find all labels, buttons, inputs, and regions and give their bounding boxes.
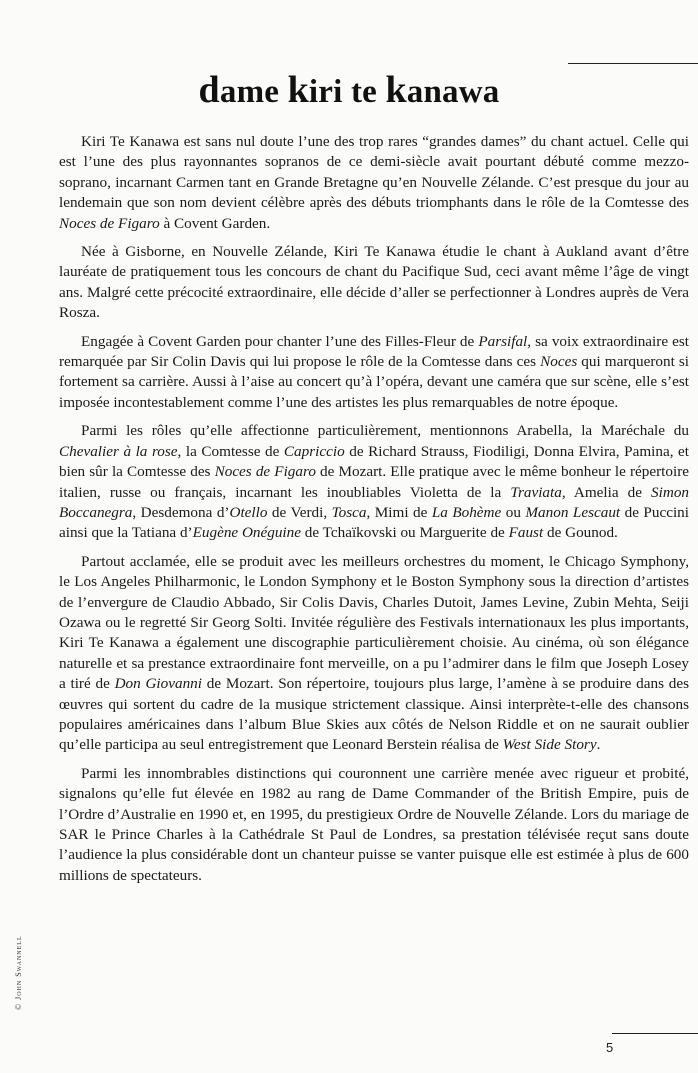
text-run: , Mimi de [366,503,432,521]
text-run: de Puccini ainsi que la Tatiana d’ [59,503,689,542]
work-title: Traviata [510,483,562,501]
text-run: . [596,736,601,754]
text-run: de Richard Strauss, Fiodiligi, Donna Elvira, Pamina, et bien sûr la Comtesse des [59,442,690,481]
work-title: Parsifal [478,332,528,350]
text-run: ou [501,503,526,521]
page-title [0,68,698,112]
text-run: , sa voix extraordinaire est remarquée par Sir Colin Davis qui lui propose le rôle de la Comtesse dans ces [59,332,689,371]
work-title: Noces [540,353,578,371]
photo-credit: © John Swannell [14,935,23,1010]
paragraph-5 [59,552,689,756]
work-title: La Bohème [431,503,502,521]
text-run: de Gounod. [543,524,618,542]
paragraph-3 [59,332,689,414]
text-run: de Mozart. Son répertoire, toujours plus large, l’amène à se produire dans des œuvres qui sortent du cadre de la musique strictement classique. Ainsi interprète-t-elle des chansons populaires américaines dans l’album Blue Skies aux côtés de Nelson Riddle et on ne saurait oublier qu’elle participa au seul entregistrement que Leonard Berstein réalisa de [59,675,689,754]
title-part: iri te [308,74,386,110]
work-title: Simon Boccanegra [59,483,689,521]
text-run: , Amelia de [561,483,652,501]
title-part: anawa [406,74,500,110]
paragraph-4 [59,421,689,543]
page-number: 5 [606,1040,614,1055]
title-initial-k: k [287,69,309,111]
work-title: Noces de Figaro [59,214,160,232]
work-title: Otello [229,503,268,521]
bottom-rule [612,1033,698,1034]
text-run: Kiri Te Kanawa est sans nul doute l’une des trop rares “grandes dames” du chant actuel. Celle qui est l’une des plus rayonnantes sopranos de ce demi-siècle avait pourtant débuté comme mezzo-soprano, incarnant Carmen tant en Grande Bretagne qu’en Nouvelle Zélande. C’est presque du jour au lendemain que son nom devient célèbre après des débuts triomphants dans le rôle de la Comtesse des [59,133,689,212]
paragraph-1 [59,132,689,234]
text-run: qui marqueront si fortement sa carrière. Aussi à l’aise au concert qu’à l’opéra, devant une caméra que sur scène, elle s’est imposée incontestablement comme l’une des artistes les plus remarquables de notre époque. [59,353,689,411]
top-rule [568,63,698,64]
text-run: Parmi les rôles qu’elle affectionne particulièrement, mentionnons Arabella, la Maréchale du [81,422,689,440]
text-run: de Mozart. Elle pratique avec le même bonheur le répertoire italien, russe ou français, incarnant les inoubliables Violetta de la [59,463,689,501]
title-part: ame [219,74,288,110]
text-run: , Desdemona d’ [132,503,230,521]
text-run: de Verdi, [267,503,332,521]
paragraph-6: Parmi les innombrables distinctions qui couronnent une carrière menée avec rigueur et probité, signalons qu’elle fut élevée en 1982 au rang de Dame Commander of the British Empire, puis de l’Ordre d’Australie en 1990 et, en 1995, du prestigieux Ordre de Nouvelle Zélande. Lors du mariage de SAR le Prince Charles à la Cathédrale St Paul de Londres, sa prestation télévisée reçut sans doute l’audience la plus considérable dont un chanteur puisse se vanter puisque elle est estimée à plus de 600 millions de spectateurs. [59,764,689,884]
text-run: Partout acclamée, elle se produit avec les meilleurs orchestres du moment, le Chicago Symphony, le Los Angeles Philharmonic, le London Symphony et le Boston Symphony sous la direction d’artistes de l’envergure de Claudio Abbado, Sir Colis Davis, Charles Dutoit, James Levine, Zubin Mehta, Seiji Ozawa ou le regretté Sir Georg Solti. Invitée régulière des Festivals internationaux les plus importants, Kiri Te Kanawa a également une discographie particulièrement choisie. Au cinéma, où son élégance naturelle et sa prestance extraordinaire font merveille, on a pu l’admirer dans le film que Joseph Losey a tiré de [59,552,689,693]
work-title: Eugène Onéguine [192,524,301,542]
title-initial-d: d [198,69,220,111]
text-run: Engagée à Covent Garden pour chanter l’une des Filles-Fleur de [81,332,479,350]
paragraph-2: Née à Gisborne, en Nouvelle Zélande, Kiri Te Kanawa étudie le chant à Aukland avant d’être lauréate de pratiquement tous les concours de chant du Pacifique Sud, ceci avant même l’âge de vingt ans. Malgré cette précocité extraordinaire, elle décide d’aller se perfectionner à Londres auprès de Vera Rosza. [59,243,689,322]
work-title: Faust [508,524,544,542]
work-title: Capriccio [283,442,345,460]
title-initial-k: k [385,69,407,111]
work-title: Chevalier à la rose [59,442,178,460]
work-title: Tosca [331,503,367,521]
work-title: Don Giovanni [114,675,202,693]
article-body [59,132,689,894]
text-run: de Tchaïkovski ou Marguerite de [301,524,509,542]
work-title: West Side Story [502,736,597,754]
text-run: à Covent Garden. [159,214,271,232]
work-title: Noces de Figaro [214,463,316,481]
work-title: Manon Lescaut [525,503,621,521]
text-run: , la Comtesse de [177,442,284,460]
